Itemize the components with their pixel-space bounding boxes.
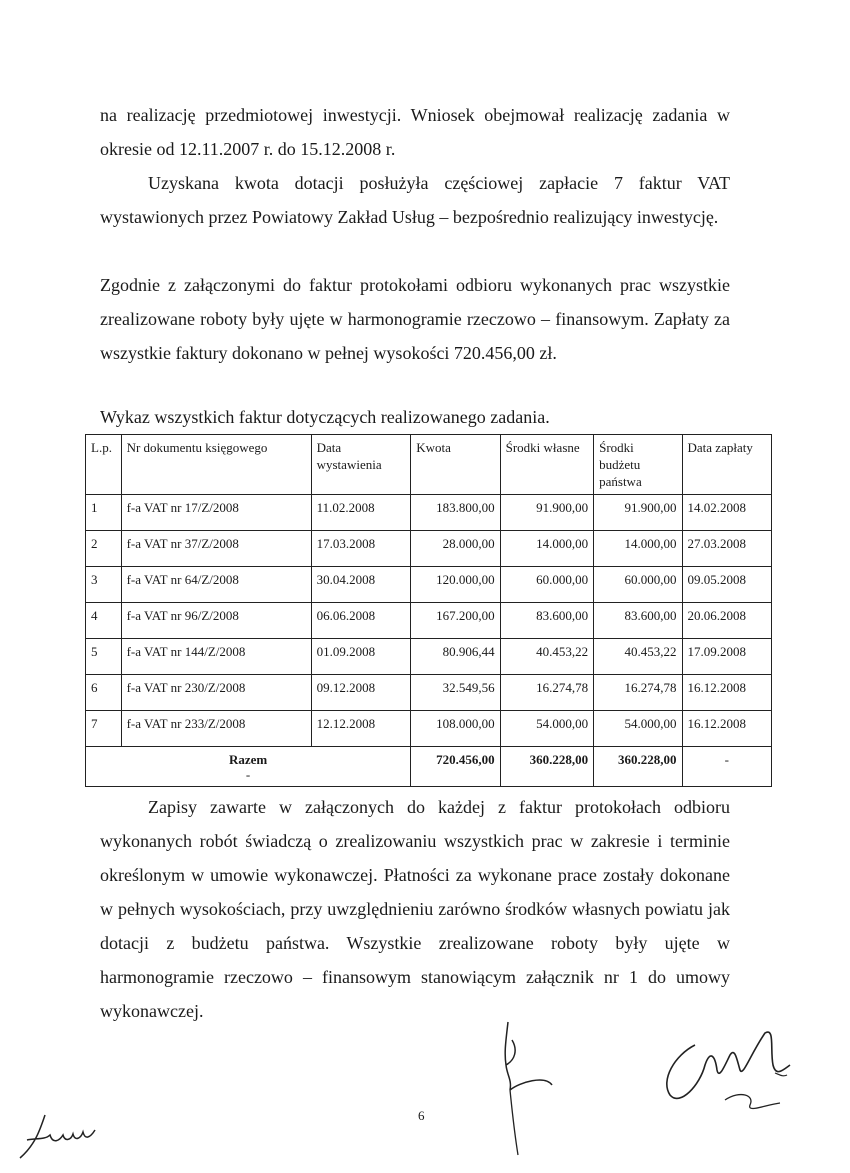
cell-lp: 7: [86, 711, 122, 747]
header-amount: Kwota: [411, 435, 500, 495]
cell-state-funds: 91.900,00: [594, 495, 682, 531]
cell-state-funds: 40.453,22: [594, 639, 682, 675]
cell-amount: 167.200,00: [411, 603, 500, 639]
cell-own-funds: 54.000,00: [500, 711, 593, 747]
cell-date-issued: 30.04.2008: [311, 567, 411, 603]
signature-mark-center: [490, 1020, 560, 1160]
paragraph-1: na realizację przedmiotowej inwestycji. Wniosek obejmował realizację zadania w okresie od 12.11.2007 r. do 15.12.2008 r.: [100, 105, 730, 159]
cell-lp: 6: [86, 675, 122, 711]
table-row: [86, 531, 772, 567]
cell-date-issued: 06.06.2008: [311, 603, 411, 639]
cell-amount: 80.906,44: [411, 639, 500, 675]
cell-date-issued: 17.03.2008: [311, 531, 411, 567]
cell-state-funds: 54.000,00: [594, 711, 682, 747]
cell-amount: 28.000,00: [411, 531, 500, 567]
cell-date-paid: 17.09.2008: [682, 639, 771, 675]
cell-amount: 120.000,00: [411, 567, 500, 603]
table-row: [86, 639, 772, 675]
paragraph-2: Uzyskana kwota dotacji posłużyła częściowej zapłacie 7 faktur VAT wystawionych przez Powiatowy Zakład Usług – bezpośrednio realizujący inwestycję.: [100, 173, 730, 227]
cell-own-funds: 14.000,00: [500, 531, 593, 567]
cell-state-funds: 16.274,78: [594, 675, 682, 711]
cell-lp: 5: [86, 639, 122, 675]
total-date-paid: -: [682, 747, 771, 787]
total-own-funds: 360.228,00: [500, 747, 593, 787]
page-number: 6: [418, 1108, 425, 1123]
cell-date-issued: 11.02.2008: [311, 495, 411, 531]
cell-own-funds: 91.900,00: [500, 495, 593, 531]
cell-lp: 1: [86, 495, 122, 531]
table-row: [86, 711, 772, 747]
cell-doc: f-a VAT nr 230/Z/2008: [121, 675, 311, 711]
cell-lp: 4: [86, 603, 122, 639]
cell-date-paid: 14.02.2008: [682, 495, 771, 531]
total-sub-dash: -: [245, 767, 251, 782]
table-caption: Wykaz wszystkich faktur dotyczących realizowanego zadania.: [100, 407, 550, 427]
cell-own-funds: 83.600,00: [500, 603, 593, 639]
signature-initials-left: [15, 1110, 105, 1165]
header-own-funds: Środki własne: [500, 435, 593, 495]
invoice-table: [85, 434, 772, 787]
cell-lp: 2: [86, 531, 122, 567]
paragraph-5: Zapisy zawarte w załączonych do każdej z faktur protokołach odbioru wykonanych robót świadczą o zrealizowaniu wszystkich prac w zakresie i terminie określonym w umowie wykonawczej. Płatności za wykonane prace zostały dokonane w pełnych wysokościach, przy uwzględnieniu zarówno środków własnych powiatu jak dotacji z budżetu państwa. Wszystkie zrealizowane roboty były ujęte w harmonogramie rzeczowo – finansowym stanowiącym załącznik nr 1 do umowy wykonawczej.: [100, 797, 730, 1021]
cell-date-paid: 09.05.2008: [682, 567, 771, 603]
cell-doc: f-a VAT nr 64/Z/2008: [121, 567, 311, 603]
total-label: Razem: [228, 752, 268, 767]
cell-state-funds: 14.000,00: [594, 531, 682, 567]
cell-state-funds: 60.000,00: [594, 567, 682, 603]
total-state-funds: 360.228,00: [594, 747, 682, 787]
cell-doc: f-a VAT nr 233/Z/2008: [121, 711, 311, 747]
cell-date-issued: 09.12.2008: [311, 675, 411, 711]
cell-amount: 32.549,56: [411, 675, 500, 711]
cell-own-funds: 60.000,00: [500, 567, 593, 603]
header-lp: L.p.: [86, 435, 122, 495]
table-total-row: [86, 747, 772, 787]
header-doc: Nr dokumentu księgowego: [121, 435, 311, 495]
header-date-paid: Data zapłaty: [682, 435, 771, 495]
total-amount: 720.456,00: [411, 747, 500, 787]
cell-state-funds: 83.600,00: [594, 603, 682, 639]
cell-own-funds: 40.453,22: [500, 639, 593, 675]
cell-date-paid: 27.03.2008: [682, 531, 771, 567]
cell-date-issued: 01.09.2008: [311, 639, 411, 675]
header-date-issued: Data wystawienia: [311, 435, 411, 495]
table-row: [86, 495, 772, 531]
cell-date-paid: 16.12.2008: [682, 711, 771, 747]
cell-date-paid: 20.06.2008: [682, 603, 771, 639]
cell-doc: f-a VAT nr 144/Z/2008: [121, 639, 311, 675]
cell-amount: 183.800,00: [411, 495, 500, 531]
header-state-funds: Środki budżetu państwa: [594, 435, 682, 495]
signature-right: [655, 1025, 805, 1125]
cell-amount: 108.000,00: [411, 711, 500, 747]
table-row: [86, 567, 772, 603]
table-row: [86, 603, 772, 639]
cell-doc: f-a VAT nr 37/Z/2008: [121, 531, 311, 567]
cell-doc: f-a VAT nr 96/Z/2008: [121, 603, 311, 639]
cell-date-paid: 16.12.2008: [682, 675, 771, 711]
cell-date-issued: 12.12.2008: [311, 711, 411, 747]
table-row: [86, 675, 772, 711]
cell-doc: f-a VAT nr 17/Z/2008: [121, 495, 311, 531]
cell-lp: 3: [86, 567, 122, 603]
cell-own-funds: 16.274,78: [500, 675, 593, 711]
paragraph-3: Zgodnie z załączonymi do faktur protokołami odbioru wykonanych prac wszystkie zrealizowane roboty były ujęte w harmonogramie rzeczowo – finansowym. Zapłaty za wszystkie faktury dokonano w pełnej wysokości 720.456,00 zł.: [100, 275, 730, 363]
total-label-cell: [86, 747, 411, 787]
table-header-row: [86, 435, 772, 495]
